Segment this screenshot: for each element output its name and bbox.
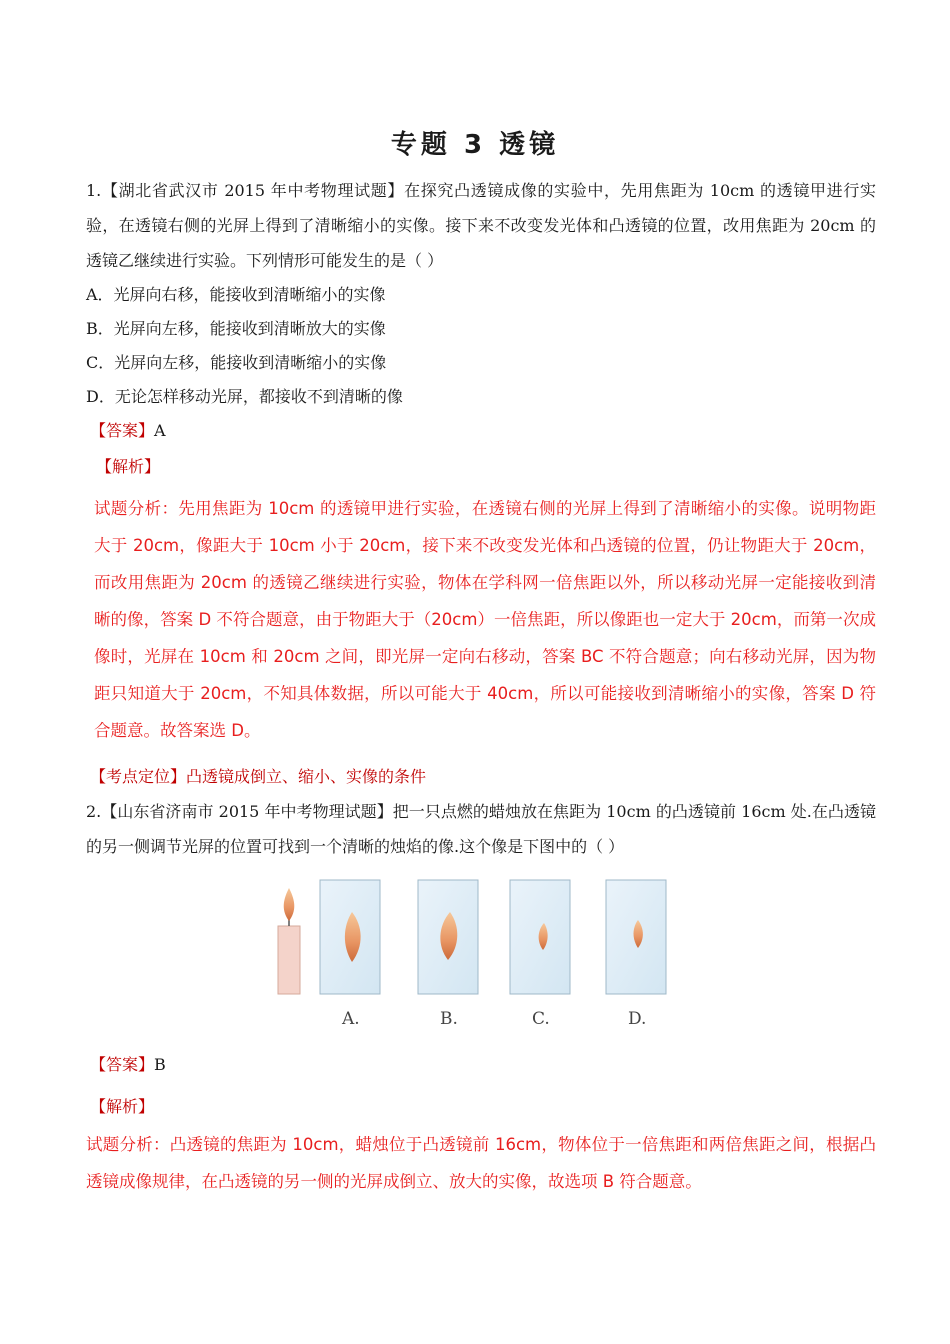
question-1-option-a: A．光屏向右移，能接收到清晰缩小的实像 — [86, 285, 386, 304]
question-1-analysis: 试题分析：先用焦距为 10cm 的透镜甲进行实验，在透镜右侧的光屏上得到了清晰缩小的实像。说明物距大于 20cm，像距大于 10cm 小于 20cm，接下来不改变发光体和凸透镜的位置，仍让物距大于 20cm，而改用焦距为 20cm 的透镜乙继续进行实验，物体在学科网一倍焦距以外，所以移动光屏一定能接收到清晰的像，答案 D 不符合题意，由于物距大于（20cm）一倍焦距，所以像距也一定大于 20cm，而第一次成像时，光屏在 10cm 和 20cm 之间，即光屏一定向右移动，答案 BC 不符合题意；向右移动光屏，因为物距只知道大于 20cm，不知具体数据，所以可能大于 40cm，所以可能接收到清晰缩小的实像，答案 D 符合题意。故答案选 D。 — [94, 499, 876, 740]
question-1-option-c: C．光屏向左移，能接收到清晰缩小的实像 — [86, 353, 387, 372]
question-1-answer — [90, 416, 166, 446]
label-c: C. — [532, 1009, 550, 1029]
question-1-analysis-label: 【解析】 — [96, 457, 161, 476]
candle — [278, 888, 300, 994]
label-b: B. — [440, 1009, 458, 1029]
label-a: A. — [342, 1009, 360, 1029]
question-2-analysis-label: 【解析】 — [90, 1097, 155, 1116]
label-d: D. — [628, 1009, 647, 1029]
question-2-text: 2.【山东省济南市 2015 年中考物理试题】把一只点燃的蜡烛放在焦距为 10cm 的凸透镜前 16cm 处.在凸透镜的另一侧调节光屏的位置可找到一个清晰的烛焰的像.这个像是下图中的（ ） — [86, 802, 876, 856]
question-1-option-b: B．光屏向左移，能接收到清晰放大的实像 — [86, 319, 386, 338]
answer-value: B — [154, 1055, 166, 1074]
answer-label: 【答案】 — [90, 1055, 155, 1074]
answer-value: A — [154, 421, 166, 440]
question-2-answer — [90, 1050, 166, 1080]
answer-label: 【答案】 — [90, 421, 155, 440]
screen-c — [510, 880, 570, 994]
question-1-key-point: 【考点定位】凸透镜成倒立、缩小、实像的条件 — [90, 767, 427, 786]
screen-b — [418, 880, 478, 994]
question-1-text: 1.【湖北省武汉市 2015 年中考物理试题】在探究凸透镜成像的实验中，先用焦距为 10cm 的透镜甲进行实验，在透镜右侧的光屏上得到了清晰缩小的实像。接下来不改变发光体和凸透镜的位置，改用焦距为 20cm 的透镜乙继续进行实验。下列情形可能发生的是（ ） — [86, 181, 876, 270]
page-title: 专题 3 透镜 — [390, 130, 560, 160]
candle-image-figure — [270, 876, 690, 1036]
question-1-option-d: D．无论怎样移动光屏，都接收不到清晰的像 — [86, 387, 403, 406]
screen-d — [606, 880, 666, 994]
screen-a — [320, 880, 380, 994]
question-2-analysis: 试题分析：凸透镜的焦距为 10cm，蜡烛位于凸透镜前 16cm，物体位于一倍焦距和两倍焦距之间，根据凸透镜成像规律，在凸透镜的另一侧的光屏成倒立、放大的实像，故选项 B 符合题意。 — [86, 1135, 876, 1191]
